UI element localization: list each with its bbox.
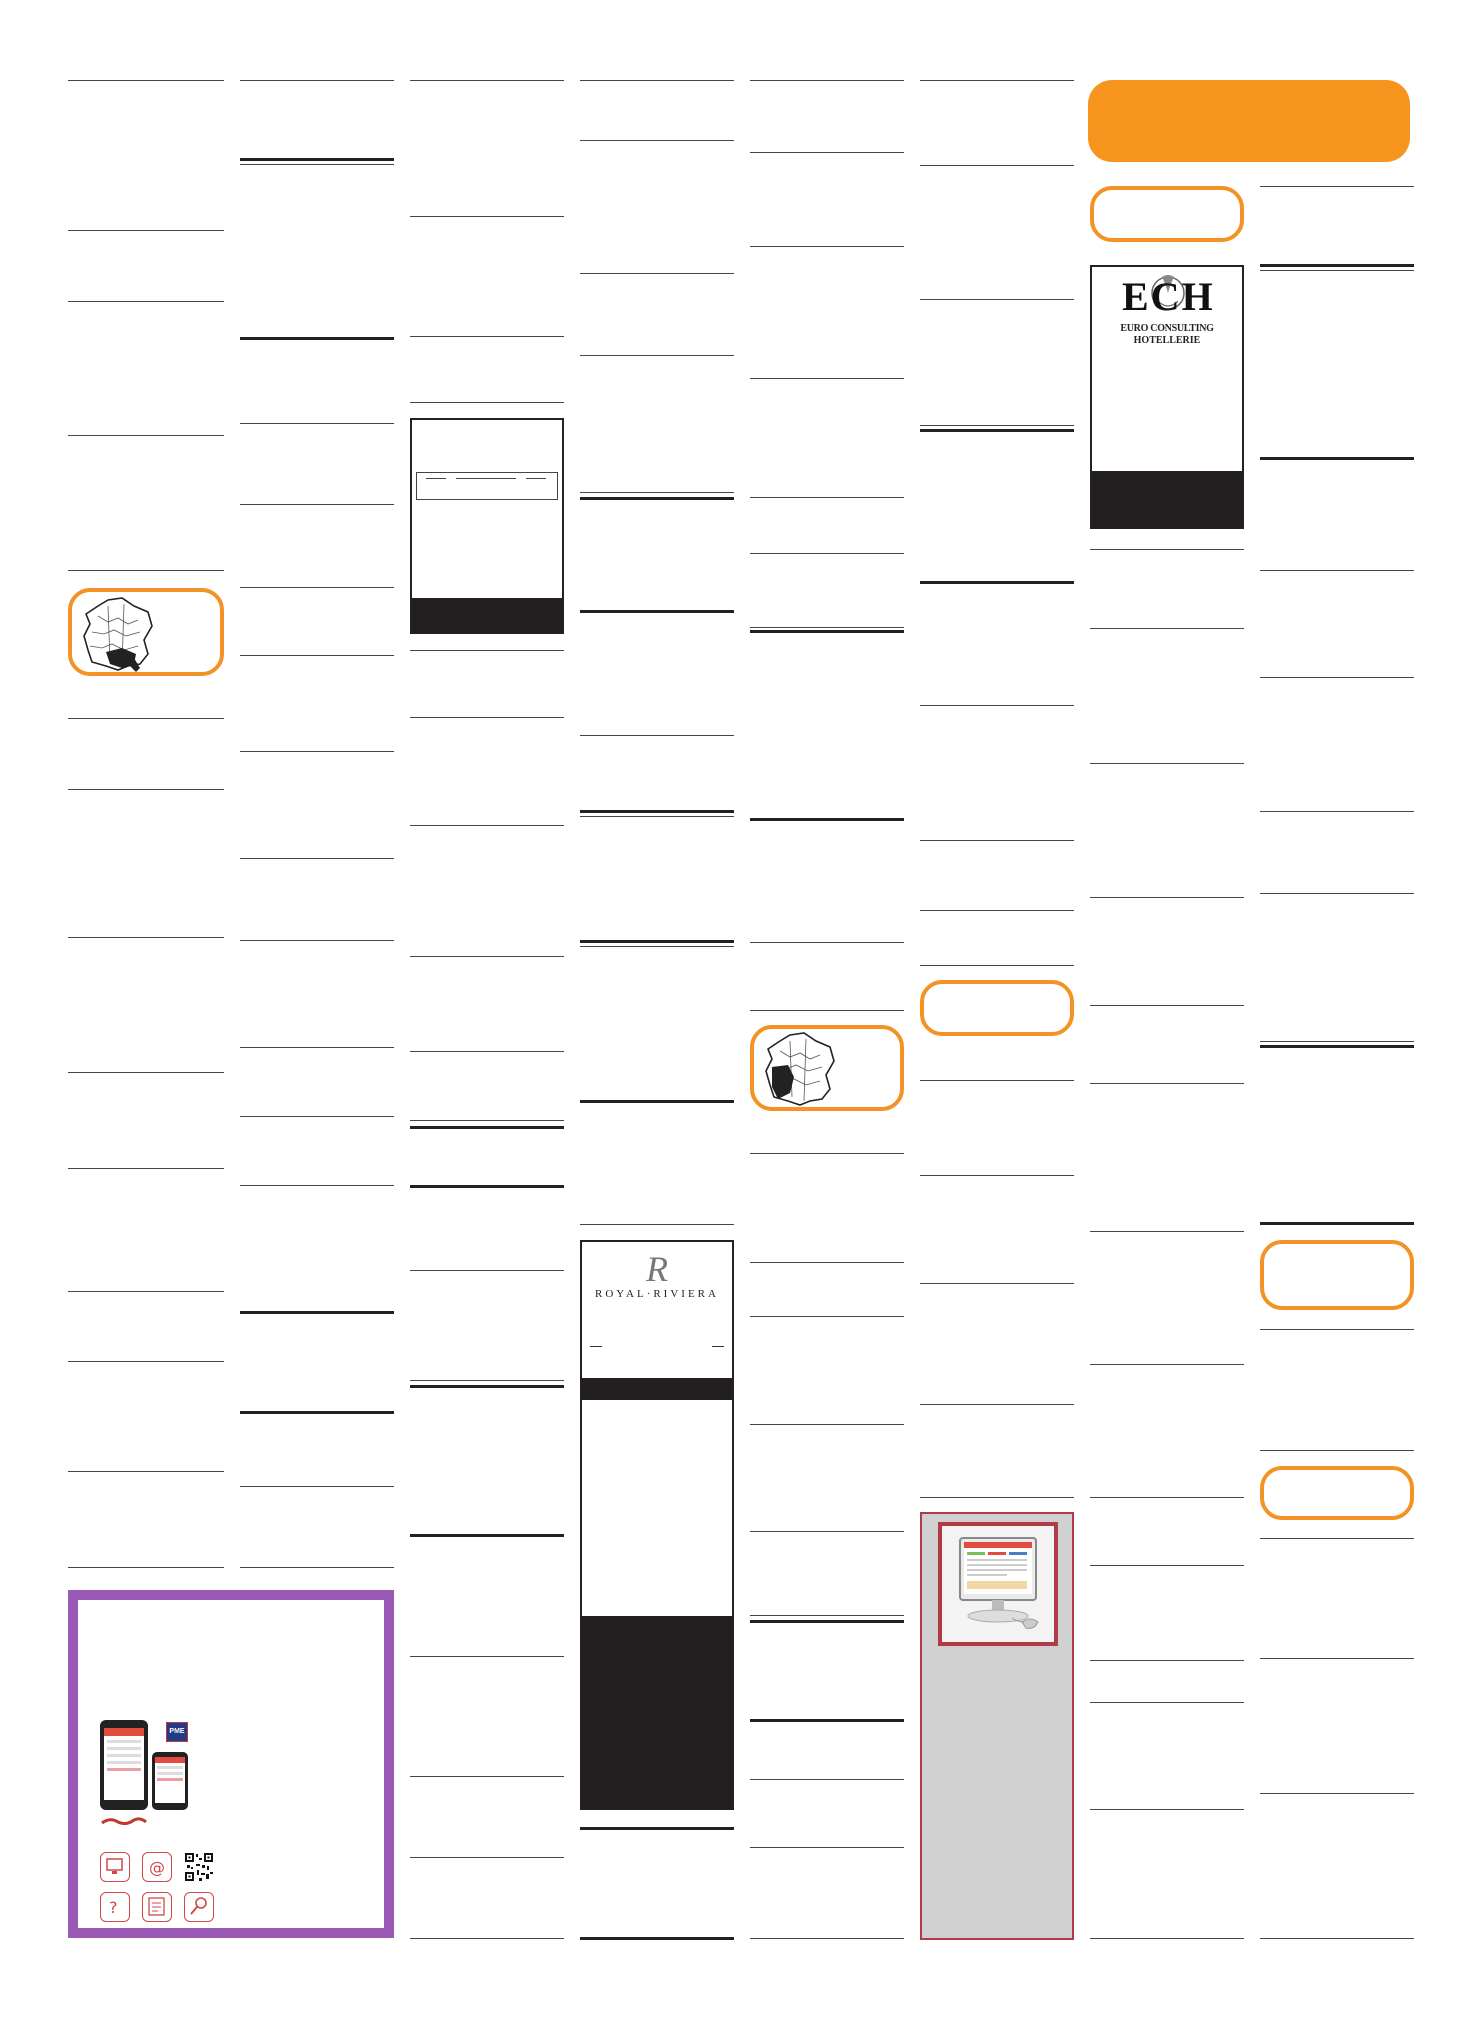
divider	[750, 1424, 904, 1425]
royal-riviera-monogram: R	[646, 1249, 668, 1289]
divider	[580, 492, 734, 493]
ech-line1: EURO CONSULTING	[1120, 323, 1214, 334]
divider	[1090, 1005, 1244, 1006]
divider	[750, 80, 904, 81]
divider	[410, 1534, 564, 1537]
ad-box-small	[410, 418, 564, 634]
divider	[240, 337, 394, 340]
section-header-box	[1090, 186, 1244, 242]
document-icon	[142, 1892, 172, 1922]
divider	[1260, 1938, 1414, 1939]
divider	[240, 164, 394, 165]
pme-badge: PME	[166, 1722, 188, 1742]
divider	[68, 1168, 224, 1169]
divider	[920, 1080, 1074, 1081]
divider	[1260, 1538, 1414, 1539]
divider	[580, 1827, 734, 1830]
divider	[1090, 1083, 1244, 1084]
divider	[410, 216, 564, 217]
divider	[1260, 457, 1414, 460]
divider	[920, 910, 1074, 911]
divider	[920, 425, 1074, 426]
divider	[68, 789, 224, 790]
divider	[750, 1615, 904, 1616]
divider	[410, 1656, 564, 1657]
divider	[68, 301, 224, 302]
divider	[1090, 1565, 1244, 1566]
divider	[1260, 677, 1414, 678]
ech-logo	[1122, 271, 1214, 325]
computer-icon	[100, 1852, 130, 1882]
divider	[580, 497, 734, 500]
divider	[580, 80, 734, 81]
divider	[920, 965, 1074, 966]
divider	[750, 553, 904, 554]
divider	[920, 1404, 1074, 1405]
ech-initials: ECH	[1122, 274, 1215, 319]
divider	[750, 246, 904, 247]
divider	[410, 1857, 564, 1858]
divider	[410, 956, 564, 957]
divider	[68, 718, 224, 719]
divider	[240, 158, 394, 161]
divider	[1260, 1658, 1414, 1659]
region-map-box	[68, 588, 224, 676]
divider	[580, 140, 734, 141]
divider	[580, 946, 734, 947]
divider	[920, 581, 1074, 584]
section-banner	[1088, 80, 1410, 162]
divider	[68, 1471, 224, 1472]
divider	[1260, 811, 1414, 812]
royal-riviera-ad	[580, 1240, 734, 1810]
divider	[410, 80, 564, 81]
divider	[920, 1283, 1074, 1284]
divider	[240, 504, 394, 505]
divider	[240, 1047, 394, 1048]
divider	[580, 810, 734, 813]
divider	[240, 423, 394, 424]
divider	[1090, 1938, 1244, 1939]
divider	[1090, 628, 1244, 629]
divider	[750, 378, 904, 379]
divider	[750, 1620, 904, 1623]
divider	[1260, 270, 1414, 271]
divider	[920, 1497, 1074, 1498]
divider	[410, 402, 564, 403]
divider	[410, 1270, 564, 1271]
divider	[68, 435, 224, 436]
region-map-box	[750, 1025, 904, 1111]
divider	[920, 165, 1074, 166]
divider	[1260, 1793, 1414, 1794]
divider	[580, 940, 734, 943]
divider	[920, 429, 1074, 432]
divider	[410, 1380, 564, 1381]
divider	[580, 1937, 734, 1940]
divider	[750, 152, 904, 153]
divider	[750, 630, 904, 633]
divider	[1260, 570, 1414, 571]
divider	[1090, 897, 1244, 898]
divider	[580, 735, 734, 736]
divider	[240, 80, 394, 81]
section-header-box	[920, 980, 1074, 1036]
divider	[750, 627, 904, 628]
divider	[1090, 549, 1244, 550]
ech-line2: HOTELLERIE	[1133, 335, 1201, 346]
web-promo-box	[920, 1512, 1074, 1940]
divider	[750, 1531, 904, 1532]
divider	[920, 705, 1074, 706]
divider	[1090, 763, 1244, 764]
divider	[68, 570, 224, 571]
divider	[580, 355, 734, 356]
divider	[920, 1175, 1074, 1176]
divider	[750, 497, 904, 498]
divider	[1260, 1045, 1414, 1048]
divider	[410, 1938, 564, 1939]
divider	[580, 610, 734, 613]
divider	[410, 1126, 564, 1129]
divider	[750, 1262, 904, 1263]
divider	[1090, 1809, 1244, 1810]
divider	[240, 1411, 394, 1414]
email-icon	[142, 1852, 172, 1882]
divider	[410, 1776, 564, 1777]
divider	[68, 230, 224, 231]
divider	[1260, 893, 1414, 894]
divider	[1090, 1702, 1244, 1703]
divider	[1260, 1329, 1414, 1330]
france-map-icon	[760, 1031, 840, 1109]
divider	[410, 1120, 564, 1121]
france-map-icon	[78, 596, 158, 674]
divider	[920, 840, 1074, 841]
divider	[68, 80, 224, 81]
divider	[68, 937, 224, 938]
divider	[410, 825, 564, 826]
divider	[1090, 1231, 1244, 1232]
divider	[240, 1311, 394, 1314]
brand-logo	[100, 1814, 148, 1826]
royal-riviera-brand: ROYAL·RIVIERA	[595, 1288, 719, 1300]
divider	[580, 1224, 734, 1225]
divider	[1260, 1222, 1414, 1225]
divider	[750, 942, 904, 943]
divider	[410, 1385, 564, 1388]
divider	[750, 1719, 904, 1722]
ech-ad	[1090, 265, 1244, 529]
divider	[68, 1567, 224, 1568]
divider	[1260, 1041, 1414, 1042]
divider	[1090, 1497, 1244, 1498]
divider	[240, 940, 394, 941]
divider	[920, 80, 1074, 81]
divider	[750, 1938, 904, 1939]
divider	[750, 1153, 904, 1154]
section-header-box	[1260, 1240, 1414, 1310]
divider	[240, 751, 394, 752]
divider	[68, 1361, 224, 1362]
section-header-box	[1260, 1466, 1414, 1520]
divider	[1260, 264, 1414, 267]
divider	[240, 1116, 394, 1117]
phone-icon	[152, 1752, 188, 1810]
divider	[750, 1316, 904, 1317]
qr-code-icon	[184, 1852, 214, 1882]
divider	[750, 818, 904, 821]
divider	[240, 587, 394, 588]
divider	[750, 1847, 904, 1848]
divider	[240, 858, 394, 859]
search-icon	[184, 1892, 214, 1922]
divider	[240, 1185, 394, 1186]
divider	[410, 336, 564, 337]
help-icon	[100, 1892, 130, 1922]
phone-icon	[100, 1720, 148, 1810]
computer-monitor-icon	[938, 1522, 1058, 1646]
divider	[1090, 1660, 1244, 1661]
divider	[410, 650, 564, 651]
divider	[750, 1010, 904, 1011]
divider	[750, 1779, 904, 1780]
divider	[410, 717, 564, 718]
svg-text:?: ?	[109, 1898, 118, 1917]
divider	[1090, 1364, 1244, 1365]
divider	[68, 1291, 224, 1292]
divider	[410, 1051, 564, 1052]
divider	[1260, 1450, 1414, 1451]
divider	[580, 273, 734, 274]
app-promo-box	[68, 1590, 394, 1938]
svg-text:@: @	[149, 1858, 165, 1877]
divider	[1260, 186, 1414, 187]
divider	[920, 299, 1074, 300]
divider	[240, 1567, 394, 1568]
divider	[410, 1185, 564, 1188]
divider	[580, 816, 734, 817]
divider	[240, 1486, 394, 1487]
divider	[240, 655, 394, 656]
divider	[580, 1100, 734, 1103]
divider	[68, 1072, 224, 1073]
